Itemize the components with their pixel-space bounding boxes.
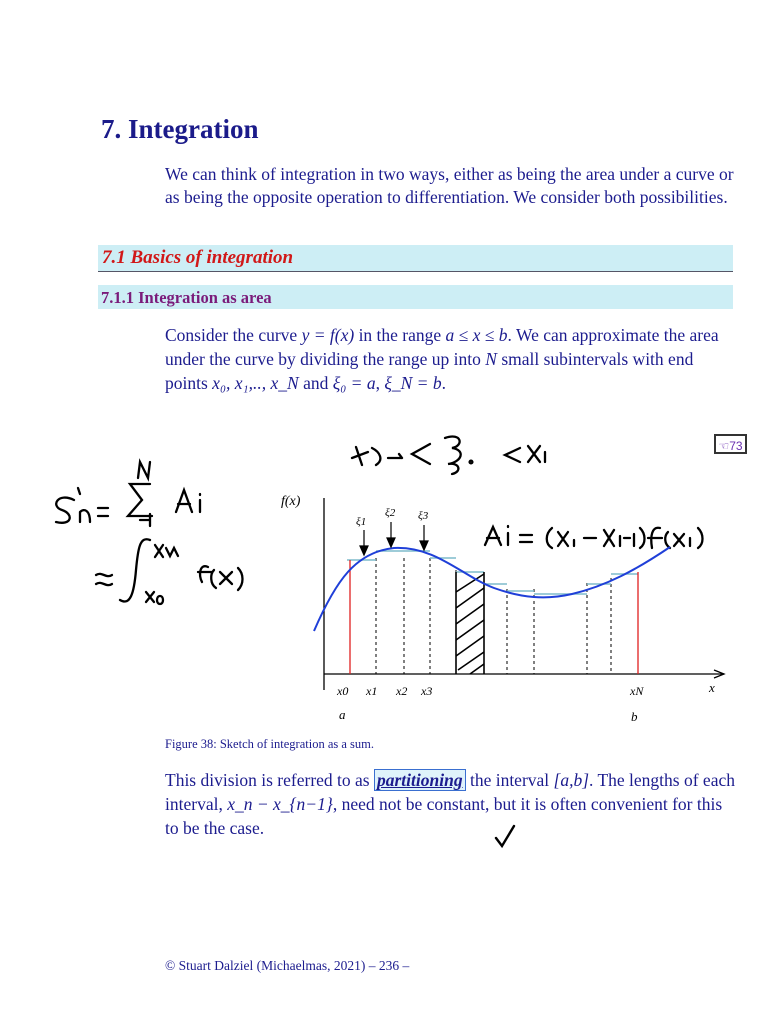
tick-label-xN: xN <box>630 684 644 698</box>
x-axis-label: x <box>709 680 715 695</box>
intro-paragraph: We can think of integration in two ways, either as being the area under a curve or as being the opposite operation to differentiation. We consider both possibilities. <box>165 164 734 207</box>
text-run: This division is referred to as <box>165 770 370 790</box>
hand-icon: ☜ <box>718 439 730 453</box>
text-run: and <box>303 373 329 393</box>
math-eq-curve: y = f(x) <box>301 325 355 345</box>
page-footer: © Stuart Dalziel (Michaelmas, 2021) – 236 – <box>165 958 410 973</box>
math-length: x_n − x_{n−1} <box>227 794 333 814</box>
xi-label-2: ξ2 <box>385 507 396 519</box>
text-run: , need not be constant, but it is often convenient for this to be the case. <box>165 794 723 838</box>
math-interval: [a,b] <box>553 770 590 790</box>
text-run: Consider the curve <box>165 325 298 345</box>
math-xi0: ξ₀ = a <box>332 373 376 393</box>
xi-label-3: ξ3 <box>418 510 429 522</box>
hatched-strip <box>456 572 484 674</box>
text-run: . <box>441 373 446 393</box>
text-run: the interval <box>469 770 550 790</box>
tick-label-x2: x2 <box>396 684 408 698</box>
chapter-title: 7. Integration <box>101 114 259 144</box>
text-run: in the range <box>358 325 442 345</box>
xi-label-1: ξ1 <box>356 516 367 528</box>
text-run: . The lengths of each interval, <box>165 770 735 814</box>
figure-caption: Figure 38: Sketch of integration as a sum. <box>165 737 374 751</box>
handwritten-inequality <box>352 437 545 474</box>
math-eq-range: a ≤ x ≤ b <box>445 325 508 345</box>
badge-label: 73 <box>729 439 743 453</box>
endpoint-label-a: a <box>339 707 346 722</box>
partitioning-link[interactable]: partitioning <box>374 769 466 791</box>
text-run: . We can approximate the area under the curve by dividing the range up into <box>165 325 719 369</box>
subinterval-lines <box>376 558 611 674</box>
tick-label-x3: x3 <box>421 684 433 698</box>
text-run: small subintervals with end points <box>165 349 694 393</box>
partition-paragraph <box>165 768 735 840</box>
endpoint-label-b: b <box>631 709 638 724</box>
subsection-title: 7.1.1 Integration as area <box>101 288 272 307</box>
handwritten-sum <box>56 462 200 526</box>
tick-label-x0: x0 <box>337 684 349 698</box>
math-endpoints: x₀, x₁,.., x_N <box>212 373 299 393</box>
y-axis-label: f(x) <box>281 494 301 509</box>
section-title: 7.1 Basics of integration <box>102 247 294 268</box>
text-run: , <box>375 373 380 393</box>
tick-label-x1: x1 <box>366 684 378 698</box>
handwritten-integral <box>96 539 243 604</box>
math-xiN: ξ_N = b <box>384 373 442 393</box>
math-N: N <box>485 349 497 369</box>
handwritten-area <box>485 526 703 548</box>
